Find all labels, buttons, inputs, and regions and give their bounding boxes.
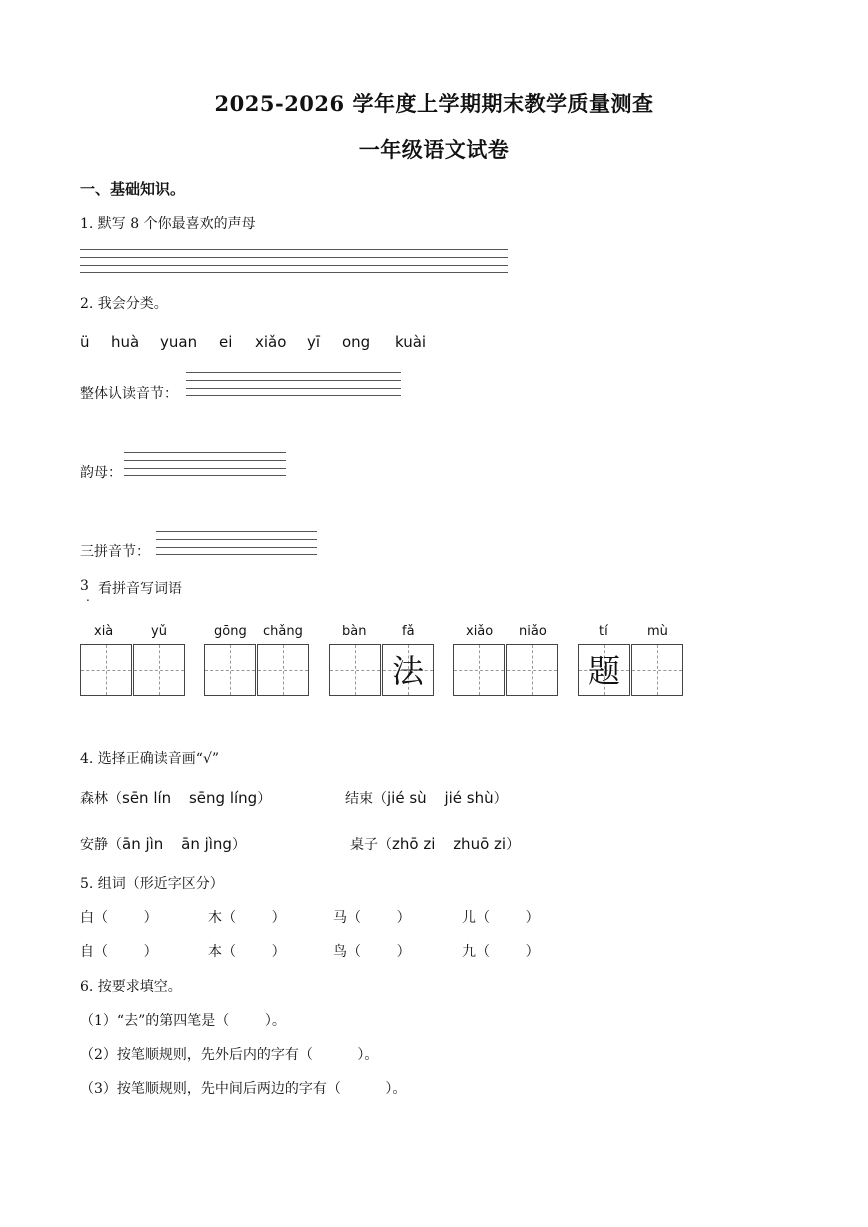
pinyin-label: mù bbox=[647, 624, 668, 639]
question-1-label: 1. 默写 8 个你最喜欢的声母 bbox=[80, 216, 256, 232]
choice-item: 安静（ān jìn ān jìng） bbox=[80, 835, 246, 853]
tian-grid-box[interactable] bbox=[382, 644, 434, 696]
fill-blank-item[interactable]: （3）按笔顺规则，先中间后两边的字有（ ）。 bbox=[80, 1081, 407, 1097]
question-4-label: 4. 选择正确读音画“√” bbox=[80, 751, 220, 767]
tian-grid-box[interactable] bbox=[80, 644, 132, 696]
pinyin-label: tí bbox=[599, 624, 608, 639]
choice-option-b[interactable]: zhuō zi bbox=[453, 835, 507, 853]
pinyin-label: xià bbox=[94, 624, 114, 639]
question-3-label: 看拼音写词语 bbox=[98, 581, 182, 597]
syllable-item: xiǎo bbox=[255, 333, 287, 351]
choice-word: 桌子 bbox=[350, 837, 378, 853]
syllable-item: huà bbox=[111, 333, 140, 351]
pinyin-label: yǔ bbox=[151, 624, 167, 639]
question-3-dot: . bbox=[86, 590, 90, 604]
writing-lines-finals[interactable] bbox=[124, 452, 286, 476]
word-group-blank[interactable]: 马（ ） bbox=[333, 910, 411, 926]
choice-option-a[interactable]: sēn lín bbox=[122, 789, 172, 807]
word-group-blank[interactable]: 儿（ ） bbox=[462, 910, 540, 926]
syllable-item: kuài bbox=[395, 333, 427, 351]
choice-item: 森林（sēn lín sēng líng） bbox=[80, 789, 272, 807]
page-title: 2025-2026 学年度上学期期末教学质量测查 bbox=[214, 91, 654, 116]
pinyin-label: niǎo bbox=[519, 624, 547, 639]
tian-grid-box[interactable] bbox=[631, 644, 683, 696]
choice-option-b[interactable]: ān jìng bbox=[181, 835, 232, 853]
pinyin-label: chǎng bbox=[263, 624, 303, 639]
word-group-blank[interactable]: 九（ ） bbox=[462, 944, 540, 960]
syllable-item: yuan bbox=[160, 333, 198, 351]
choice-item: 桌子（zhō zi zhuō zi） bbox=[350, 835, 521, 853]
syllable-item: yī bbox=[307, 333, 321, 351]
choice-option-a[interactable]: jié sù bbox=[387, 789, 427, 807]
category-label-finals: 韵母： bbox=[80, 465, 122, 481]
word-group-blank[interactable]: 白（ ） bbox=[80, 910, 158, 926]
printed-character: 题 bbox=[587, 652, 620, 690]
choice-option-a[interactable]: ān jìn bbox=[122, 835, 164, 853]
word-group-blank[interactable]: 鸟（ ） bbox=[333, 944, 411, 960]
pinyin-label: gōng bbox=[214, 624, 247, 639]
page-subtitle: 一年级语文试卷 bbox=[358, 137, 510, 162]
word-group-blank[interactable]: 本（ ） bbox=[208, 944, 286, 960]
word-group-blank[interactable]: 自（ ） bbox=[80, 944, 158, 960]
choice-option-b[interactable]: jié shù bbox=[444, 789, 494, 807]
choice-item: 结束（jié sù jié shù） bbox=[345, 789, 508, 807]
fill-blank-item[interactable]: （2）按笔顺规则，先外后内的字有（ ）。 bbox=[80, 1047, 379, 1063]
tian-grid-box[interactable] bbox=[204, 644, 256, 696]
fill-blank-item[interactable]: （1）“去”的第四笔是（ ）。 bbox=[80, 1013, 286, 1029]
tian-grid-box[interactable] bbox=[133, 644, 185, 696]
choice-word: 安静 bbox=[80, 837, 108, 853]
syllable-item: ü bbox=[80, 333, 90, 351]
tian-grid-box[interactable] bbox=[257, 644, 309, 696]
choice-option-a[interactable]: zhō zi bbox=[392, 835, 436, 853]
question-6-label: 6. 按要求填空。 bbox=[80, 979, 182, 995]
tian-grid-box[interactable] bbox=[578, 644, 630, 696]
question-5-label: 5. 组词（形近字区分） bbox=[80, 876, 224, 892]
tian-grid-box[interactable] bbox=[506, 644, 558, 696]
writing-lines-three-part[interactable] bbox=[156, 531, 317, 555]
pinyin-label: bàn bbox=[342, 624, 367, 639]
choice-option-b[interactable]: sēng líng bbox=[188, 789, 258, 807]
printed-character: 法 bbox=[391, 652, 424, 690]
syllable-item: ei bbox=[219, 333, 233, 351]
question-3-number: 3 bbox=[80, 578, 89, 594]
section-heading: 一、基础知识。 bbox=[80, 180, 186, 198]
writing-lines-q1[interactable] bbox=[80, 249, 508, 273]
category-label-three-part: 三拼音节： bbox=[80, 544, 150, 560]
word-group-blank[interactable]: 木（ ） bbox=[208, 910, 286, 926]
writing-lines-whole-syllable[interactable] bbox=[186, 372, 401, 396]
question-2-label: 2. 我会分类。 bbox=[80, 296, 168, 312]
pinyin-label: fǎ bbox=[402, 624, 415, 639]
tian-grid-box[interactable] bbox=[329, 644, 381, 696]
category-label-whole-syllable: 整体认读音节： bbox=[80, 386, 178, 402]
tian-grid-box[interactable] bbox=[453, 644, 505, 696]
pinyin-label: xiǎo bbox=[466, 624, 494, 639]
syllable-item: ong bbox=[342, 333, 371, 351]
choice-word: 结束 bbox=[345, 791, 373, 807]
choice-word: 森林 bbox=[80, 791, 108, 807]
